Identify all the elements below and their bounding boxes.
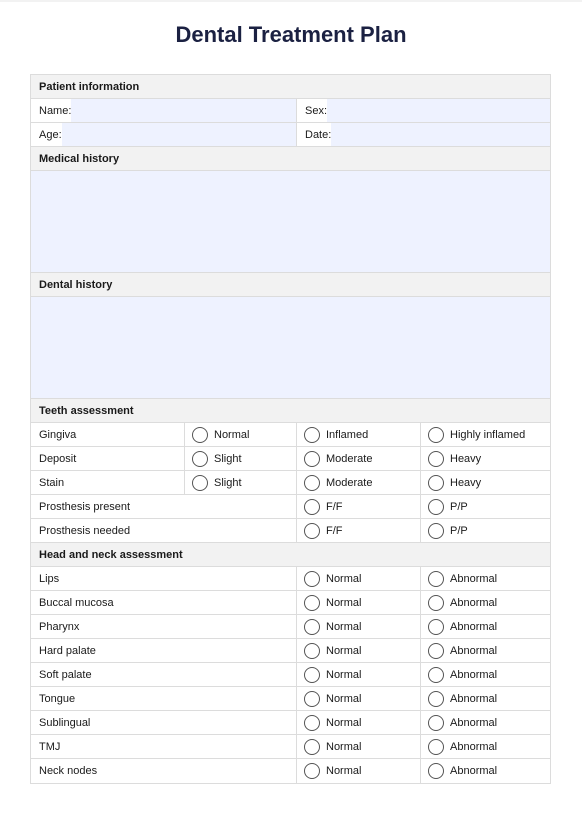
option-cell[interactable] [421, 663, 550, 686]
radio-button[interactable] [304, 715, 320, 731]
radio-button[interactable] [428, 643, 444, 659]
option-cell[interactable] [421, 639, 550, 662]
option-label: Abnormal [450, 765, 498, 777]
radio-button[interactable] [428, 451, 444, 467]
option-cell[interactable] [421, 519, 550, 542]
option-label: Normal [326, 596, 362, 609]
radio-button[interactable] [304, 571, 320, 587]
row-label-cell [31, 663, 297, 686]
row-label: TMJ [39, 740, 61, 753]
option-label: Normal [214, 428, 250, 441]
option-label: Abnormal [450, 740, 498, 753]
option-cell[interactable] [297, 687, 421, 710]
option-cell[interactable] [297, 447, 421, 470]
option-cell[interactable] [297, 519, 421, 542]
option-cell[interactable] [421, 735, 550, 758]
medical-history-field[interactable] [31, 171, 550, 273]
row-label-cell [31, 495, 297, 518]
age-cell [31, 123, 297, 146]
row-label-cell [31, 735, 297, 758]
option-label: Highly inflamed [450, 428, 526, 441]
option-label: Abnormal [450, 644, 498, 657]
radio-button[interactable] [304, 763, 320, 779]
option-label: Normal [326, 692, 362, 705]
option-label: Normal [326, 620, 362, 633]
sex-cell [297, 99, 550, 122]
option-cell[interactable] [297, 471, 421, 494]
radio-button[interactable] [428, 715, 444, 731]
option-label: Abnormal [450, 596, 498, 609]
option-cell[interactable] [297, 567, 421, 590]
age-field[interactable] [62, 123, 296, 146]
row-label: Gingiva [39, 428, 77, 441]
radio-button[interactable] [428, 475, 444, 491]
option-cell[interactable] [297, 639, 421, 662]
radio-button[interactable] [304, 451, 320, 467]
name-cell [31, 99, 297, 122]
row-label-cell [31, 711, 297, 734]
option-cell[interactable] [421, 759, 550, 783]
option-label: Slight [214, 476, 242, 489]
option-cell[interactable] [421, 495, 550, 518]
row-label-cell [31, 639, 297, 662]
radio-button[interactable] [192, 427, 208, 443]
teeth-row-stain [31, 471, 550, 495]
option-label: Slight [214, 452, 242, 465]
radio-button[interactable] [428, 691, 444, 707]
teeth-row-deposit [31, 447, 550, 471]
section-header-medical-history: Medical history [31, 147, 550, 171]
option-cell[interactable] [185, 471, 297, 494]
row-label: Prosthesis needed [39, 524, 131, 537]
option-label: Abnormal [450, 716, 498, 729]
option-label: Normal [326, 668, 362, 681]
radio-button[interactable] [428, 595, 444, 611]
row-label: Buccal mucosa [39, 596, 114, 609]
radio-button[interactable] [192, 451, 208, 467]
head-neck-row [31, 663, 550, 687]
head-neck-row [31, 639, 550, 663]
radio-button[interactable] [304, 499, 320, 515]
patient-row-name-sex [31, 99, 550, 123]
treatment-form [30, 74, 551, 784]
date-label: Date: [305, 128, 332, 141]
option-label: F/F [326, 524, 343, 537]
sex-field[interactable] [327, 99, 550, 122]
option-cell[interactable] [185, 423, 297, 446]
option-cell[interactable] [185, 447, 297, 470]
head-neck-row [31, 567, 550, 591]
option-cell[interactable] [421, 591, 550, 614]
sex-label: Sex: [305, 104, 328, 117]
option-cell[interactable] [421, 711, 550, 734]
radio-button[interactable] [304, 595, 320, 611]
radio-button[interactable] [192, 475, 208, 491]
option-cell[interactable] [421, 615, 550, 638]
radio-button[interactable] [428, 667, 444, 683]
name-label: Name: [39, 104, 72, 117]
date-field[interactable] [331, 123, 550, 146]
option-cell[interactable] [297, 759, 421, 783]
row-label: Stain [39, 476, 65, 489]
row-label-cell [31, 519, 297, 542]
option-cell[interactable] [421, 447, 550, 470]
row-label-cell [31, 567, 297, 590]
teeth-row-gingiva [31, 423, 550, 447]
page-title: Dental Treatment Plan [175, 22, 407, 47]
radio-button[interactable] [428, 619, 444, 635]
row-label: Hard palate [39, 644, 96, 657]
row-label-cell [31, 447, 185, 470]
head-neck-row [31, 735, 550, 759]
row-label-cell [31, 591, 297, 614]
option-label: Inflamed [326, 428, 369, 441]
radio-button[interactable] [304, 667, 320, 683]
option-cell[interactable] [297, 735, 421, 758]
teeth-row-prosthesis-present [31, 495, 550, 519]
radio-button[interactable] [304, 619, 320, 635]
option-cell[interactable] [421, 471, 550, 494]
option-label: P/P [450, 524, 468, 537]
radio-button[interactable] [304, 523, 320, 539]
row-label: Deposit [39, 452, 77, 465]
option-label: Abnormal [450, 572, 498, 585]
row-label: Soft palate [39, 668, 92, 681]
radio-button[interactable] [304, 739, 320, 755]
age-label: Age: [39, 128, 62, 141]
row-label: Neck nodes [39, 765, 98, 777]
row-label: Tongue [39, 692, 76, 705]
date-cell [297, 123, 550, 146]
row-label-cell [31, 615, 297, 638]
row-label-cell [31, 471, 185, 494]
option-cell[interactable] [421, 423, 550, 446]
option-label: P/P [450, 500, 468, 513]
section-header-patient-info: Patient information [31, 75, 550, 99]
option-label: Abnormal [450, 620, 498, 633]
row-label-cell [31, 423, 185, 446]
teeth-row-prosthesis-needed [31, 519, 550, 543]
option-label: Normal [326, 572, 362, 585]
row-label: Pharynx [39, 620, 80, 633]
option-label: F/F [326, 500, 343, 513]
head-neck-row [31, 711, 550, 735]
radio-button[interactable] [428, 427, 444, 443]
option-cell[interactable] [297, 711, 421, 734]
option-cell[interactable] [297, 615, 421, 638]
section-header-dental-history: Dental history [31, 273, 550, 297]
section-header-teeth-assessment: Teeth assessment [31, 399, 550, 423]
head-neck-row [31, 591, 550, 615]
option-cell[interactable] [297, 495, 421, 518]
radio-button[interactable] [304, 427, 320, 443]
option-cell[interactable] [421, 687, 550, 710]
option-label: Abnormal [450, 692, 498, 705]
option-label: Normal [326, 644, 362, 657]
option-label: Moderate [326, 452, 373, 465]
radio-button[interactable] [304, 691, 320, 707]
option-cell[interactable] [297, 591, 421, 614]
row-label-cell [31, 687, 297, 710]
radio-button[interactable] [304, 643, 320, 659]
row-label: Sublingual [39, 716, 91, 729]
radio-button[interactable] [428, 571, 444, 587]
dental-history-field[interactable] [31, 297, 550, 399]
radio-button[interactable] [428, 523, 444, 539]
option-cell[interactable] [297, 663, 421, 686]
option-label: Normal [326, 740, 362, 753]
head-neck-row [31, 759, 550, 783]
section-header-head-neck: Head and neck assessment [31, 543, 550, 567]
option-label: Abnormal [450, 668, 498, 681]
option-label: Normal [326, 716, 362, 729]
head-neck-row [31, 615, 550, 639]
head-neck-row [31, 687, 550, 711]
option-label: Moderate [326, 476, 373, 489]
option-label: Heavy [450, 476, 482, 489]
patient-row-age-date [31, 123, 550, 147]
row-label: Lips [39, 572, 60, 585]
radio-button[interactable] [428, 499, 444, 515]
option-cell[interactable] [297, 423, 421, 446]
option-label: Heavy [450, 452, 482, 465]
name-field[interactable] [71, 99, 296, 122]
option-cell[interactable] [421, 567, 550, 590]
row-label-cell [31, 759, 297, 783]
radio-button[interactable] [304, 475, 320, 491]
radio-button[interactable] [428, 763, 444, 779]
option-label: Normal [326, 765, 362, 777]
top-border [0, 0, 582, 2]
radio-button[interactable] [428, 739, 444, 755]
row-label: Prosthesis present [39, 500, 131, 513]
